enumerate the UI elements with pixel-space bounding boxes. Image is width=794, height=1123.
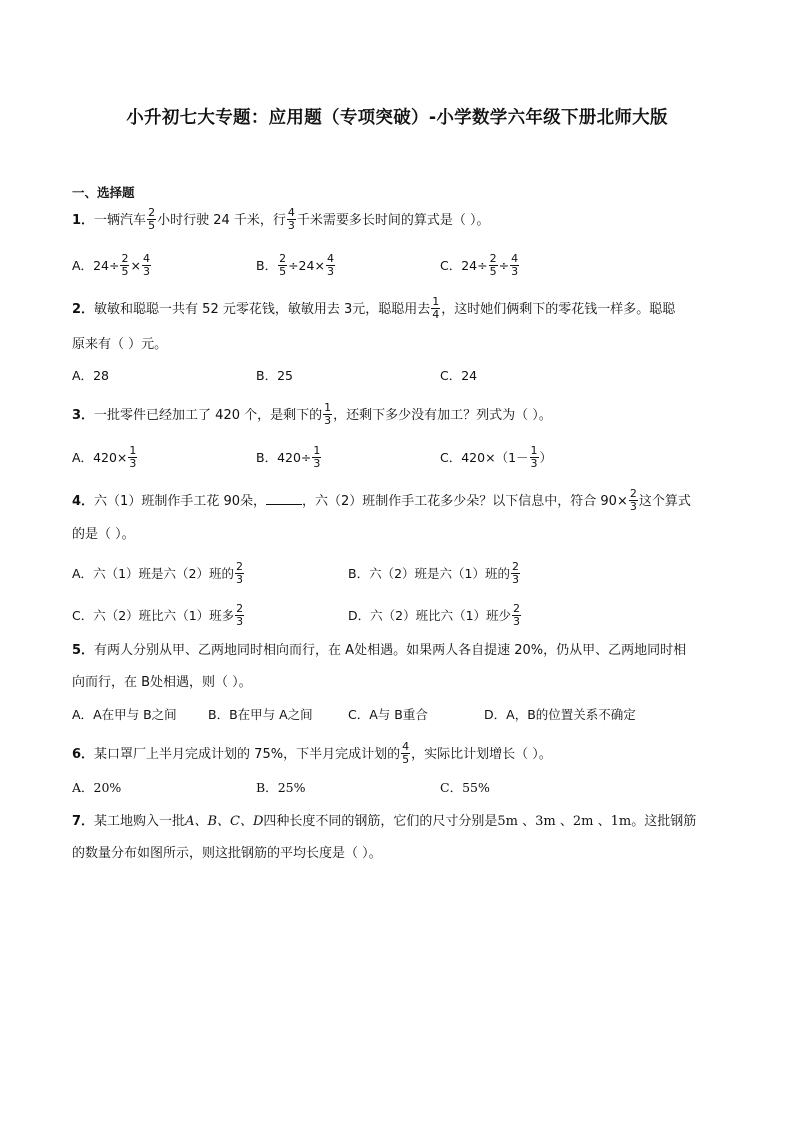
q5-option-b[interactable]: B．B在甲与 A之间 [208, 707, 313, 722]
q3-option-b[interactable]: B．420÷ $\frac{1}{3}$ [256, 444, 321, 470]
q4-option-a[interactable]: A．六（1）班是六（2）班的 $\frac{2}{3}$ [72, 560, 243, 586]
question-number: 7． [72, 814, 95, 829]
q4-option-c[interactable]: C．六（2）班比六（1）班多 $\frac{2}{3}$ [72, 602, 244, 628]
question-number: 4． [72, 494, 95, 509]
question-5: 5．有两人分别从甲、乙两地同时相向而行，在 A处相遇。如果两人各自提速 20%，仍从甲、乙两地同时相 [72, 643, 687, 658]
fraction: $\frac{1}{3}$ [324, 401, 332, 427]
question-2: 2．敏敏和聪聪一共有 52 元零花钱，敏敏用去 3元，聪聪用去 $\frac{1}{4}$ ，这时她们俩剩下的零花钱一样多。聪聪 [72, 295, 676, 321]
fraction: $\frac{2}{3}$ [629, 487, 637, 513]
page-title: 小升初七大专题：应用题（专项突破）-小学数学六年级下册北师大版 [126, 108, 668, 128]
fraction: $\frac{2}{5}$ [148, 206, 156, 232]
q5-option-a[interactable]: A．A在甲与 B之间 [72, 707, 177, 722]
q1-option-b[interactable]: B． $\frac{2}{5}$ ÷24× $\frac{4}{3}$ [256, 252, 334, 278]
question-7-line-2: 的数量分布如图所示，则这批钢筋的平均长度是（ ）。 [72, 846, 382, 861]
question-number: 2． [72, 302, 95, 317]
question-number: 5． [72, 643, 95, 658]
question-2-line-2: 原来有（ ）元。 [72, 337, 168, 352]
question-number: 3． [72, 408, 95, 423]
q2-option-b[interactable]: B．25 [256, 368, 293, 383]
fraction: $\frac{4}{3}$ [287, 206, 295, 232]
q3-option-a[interactable]: A．420× $\frac{1}{3}$ [72, 444, 137, 470]
question-6: 6．某口罩厂上半月完成计划的 75%，下半月完成计划的 $\frac{4}{5}$ ，实际比计划增长（ ）。 [72, 740, 552, 766]
q1-option-a[interactable]: A．24÷ $\frac{2}{5}$ × $\frac{4}{3}$ [72, 252, 150, 278]
q1-option-c[interactable]: C．24÷ $\frac{2}{5}$ ÷ $\frac{4}{3}$ [440, 252, 519, 278]
fraction: $\frac{1}{4}$ [432, 295, 440, 321]
q6-option-b[interactable]: B．25% [256, 780, 306, 795]
section-heading: 一、选择题 [72, 185, 135, 200]
question-number: 6． [72, 747, 95, 762]
q6-option-c[interactable]: C．55% [440, 780, 490, 795]
q2-option-a[interactable]: A．28 [72, 368, 109, 383]
q4-option-d[interactable]: D．六（2）班比六（1）班少 $\frac{2}{3}$ [348, 602, 521, 628]
q5-option-c[interactable]: C．A与 B重合 [348, 707, 428, 722]
steel-sizes: 5m 、3m 、2m 、1m [497, 814, 632, 829]
question-5-line-2: 向而行，在 B处相遇，则（ ）。 [72, 675, 252, 690]
q4-option-b[interactable]: B．六（2）班是六（1）班的 $\frac{2}{3}$ [348, 560, 519, 586]
question-3: 3．一批零件已经加工了 420 个，是剩下的 $\frac{1}{3}$ ，还剩下多少没有加工？列式为（ ）。 [72, 401, 552, 427]
q5-option-d[interactable]: D．A，B的位置关系不确定 [484, 707, 636, 722]
fraction: $\frac{4}{5}$ [402, 740, 410, 766]
question-7: 7．某工地购入一批A、B、C、D四种长度不同的钢筋，它们的尺寸分别是5m 、3m 、2m 、1m。这批钢筋 [72, 814, 697, 829]
steel-letters: A、B、C、D [185, 814, 264, 829]
question-4: 4．六（1）班制作手工花 90朵， ，六（2）班制作手工花多少朵？以下信息中，符合 90× $\frac{2}{3}$ 这个算式 [72, 487, 691, 513]
q6-option-a[interactable]: A．20% [72, 780, 122, 795]
question-number: 1． [72, 213, 95, 228]
q3-option-c[interactable]: C．420×（1－ $\frac{1}{3}$ ） [440, 444, 553, 470]
question-4-line-2: 的是（ ）。 [72, 527, 135, 542]
q2-option-c[interactable]: C．24 [440, 368, 478, 383]
answer-blank[interactable] [266, 492, 302, 505]
question-1: 1．一辆汽车 $\frac{2}{5}$ 小时行驶 24 千米，行 $\frac{4}{3}$ 千米需要多长时间的算式是（ ）。 [72, 206, 490, 232]
